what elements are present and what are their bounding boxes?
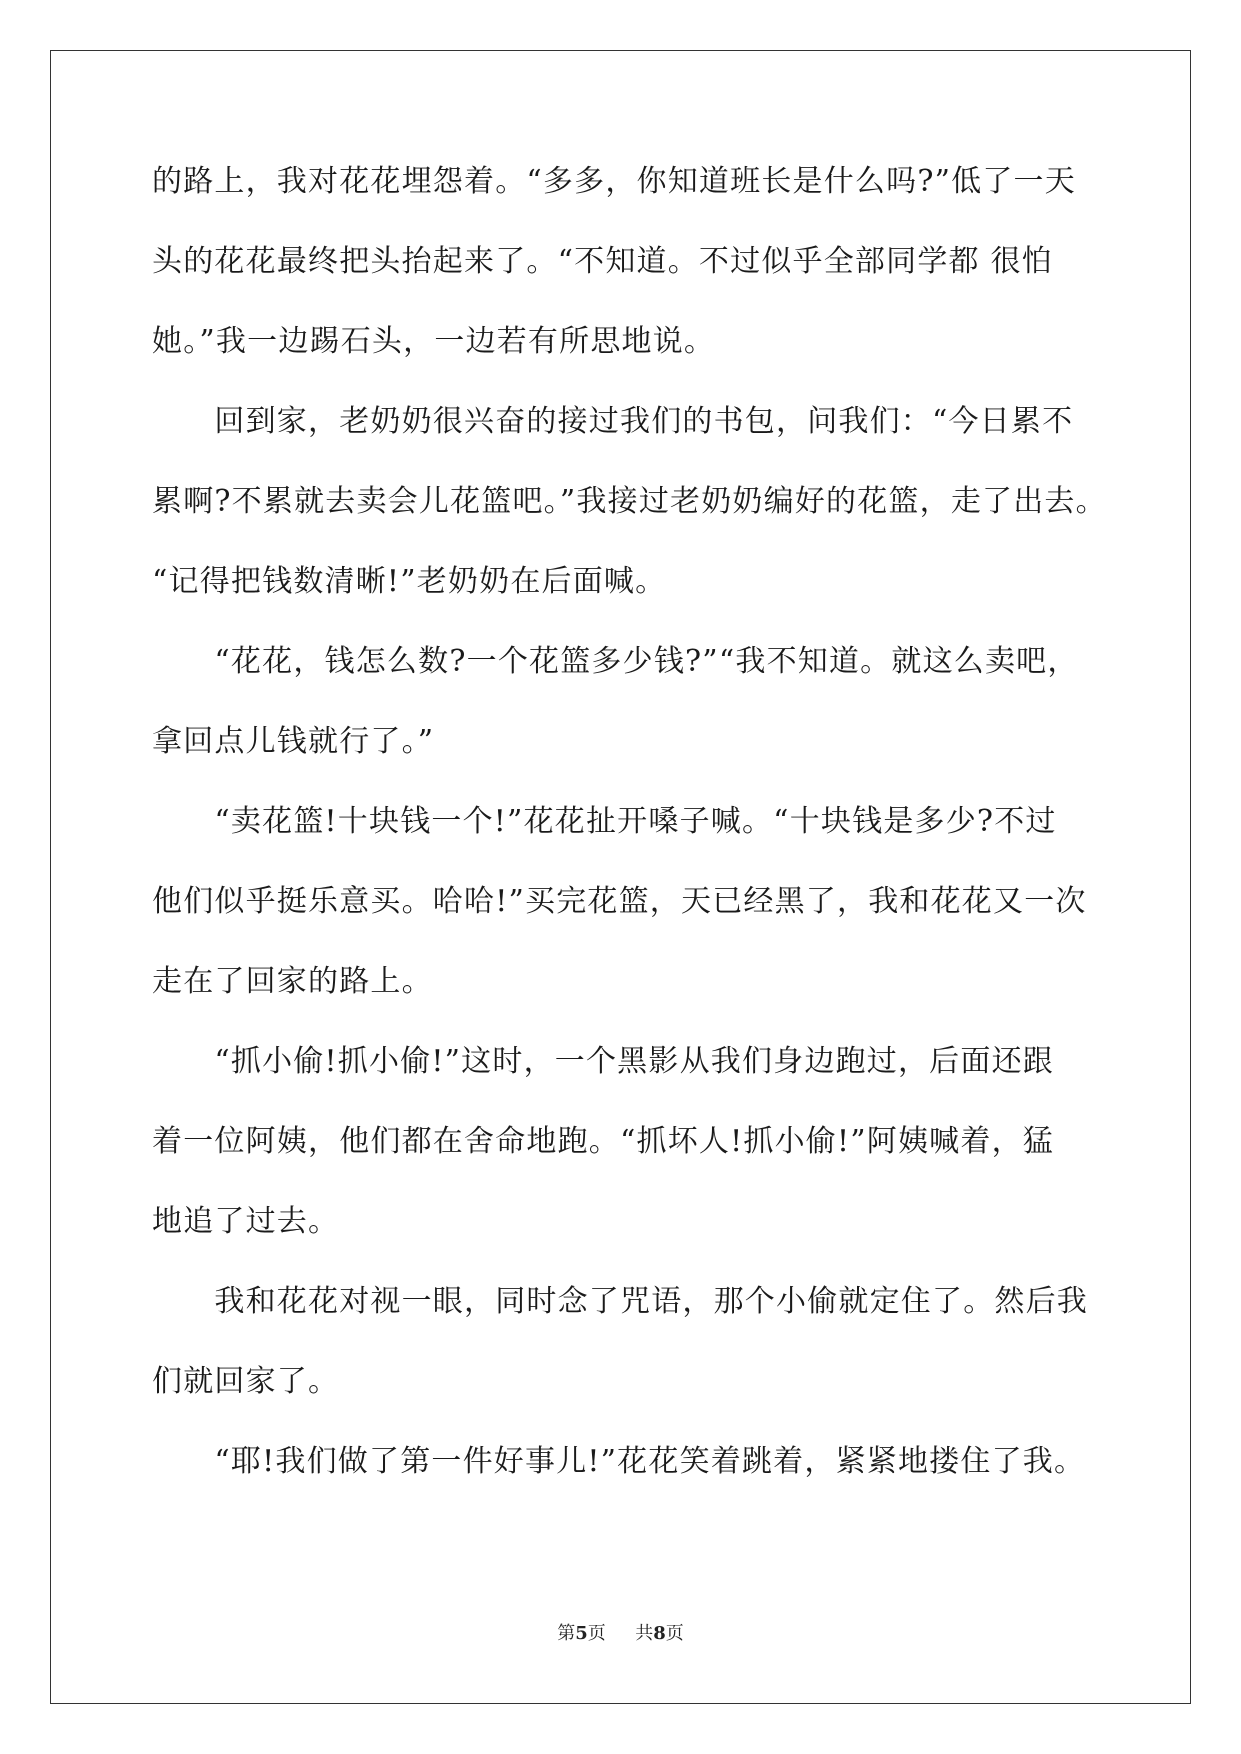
- text-line: “记得把钱数清晰!”老奶奶在后面喊。: [152, 564, 667, 599]
- text-line: 着一位阿姨，他们都在舍命地跑。“抓坏人!抓小偷!”阿姨喊着，猛: [152, 1124, 1054, 1159]
- text-line: 走在了回家的路上。: [152, 964, 433, 999]
- page-suffix: 页: [587, 1623, 606, 1644]
- page-footer: [0, 1622, 1241, 1646]
- total-pages-indicator: [630, 1623, 684, 1644]
- text-line: 地追了过去。: [152, 1204, 340, 1239]
- total-suffix: 页: [665, 1623, 684, 1644]
- text-line: 我和花花对视一眼，同时念了咒语，那个小偷就定住了。然后我: [152, 1284, 1088, 1319]
- total-prefix: 共: [635, 1623, 654, 1644]
- text-line: 回到家，老奶奶很兴奋的接过我们的书包，问我们：“今日累不: [152, 404, 1074, 439]
- total-page-count: 8: [653, 1623, 666, 1644]
- page-number-indicator: [557, 1623, 611, 1644]
- text-line: “耶!我们做了第一件好事儿!”花花笑着跳着，紧紧地搂住了我。: [152, 1444, 1086, 1479]
- page-prefix: 第: [557, 1623, 576, 1644]
- text-line: “花花，钱怎么数?一个花篮多少钱?”“我不知道。就这么卖吧，: [152, 644, 1079, 679]
- text-line: 拿回点儿钱就行了。”: [152, 724, 435, 759]
- text-line: 他们似乎挺乐意买。哈哈!”买完花篮，天已经黑了，我和花花又一次: [152, 884, 1087, 919]
- text-line: 累啊?不累就去卖会儿花篮吧。”我接过老奶奶编好的花篮，走了出去。: [152, 484, 1107, 519]
- current-page-number: 5: [575, 1623, 588, 1644]
- text-line: 她。”我一边踢石头，一边若有所思地说。: [152, 324, 716, 359]
- text-line: 的路上，我对花花埋怨着。“多多，你知道班长是什么吗?”低了一天: [152, 164, 1076, 199]
- text-line: “卖花篮!十块钱一个!”花花扯开嗓子喊。“十块钱是多少?不过: [152, 804, 1057, 839]
- text-line: 们就回家了。: [152, 1364, 340, 1399]
- text-line: 头的花花最终把头抬起来了。“不知道。不过似乎全部同学都 很怕: [152, 244, 1053, 279]
- text-line: “抓小偷!抓小偷!”这时，一个黑影从我们身边跑过，后面还跟: [152, 1044, 1054, 1079]
